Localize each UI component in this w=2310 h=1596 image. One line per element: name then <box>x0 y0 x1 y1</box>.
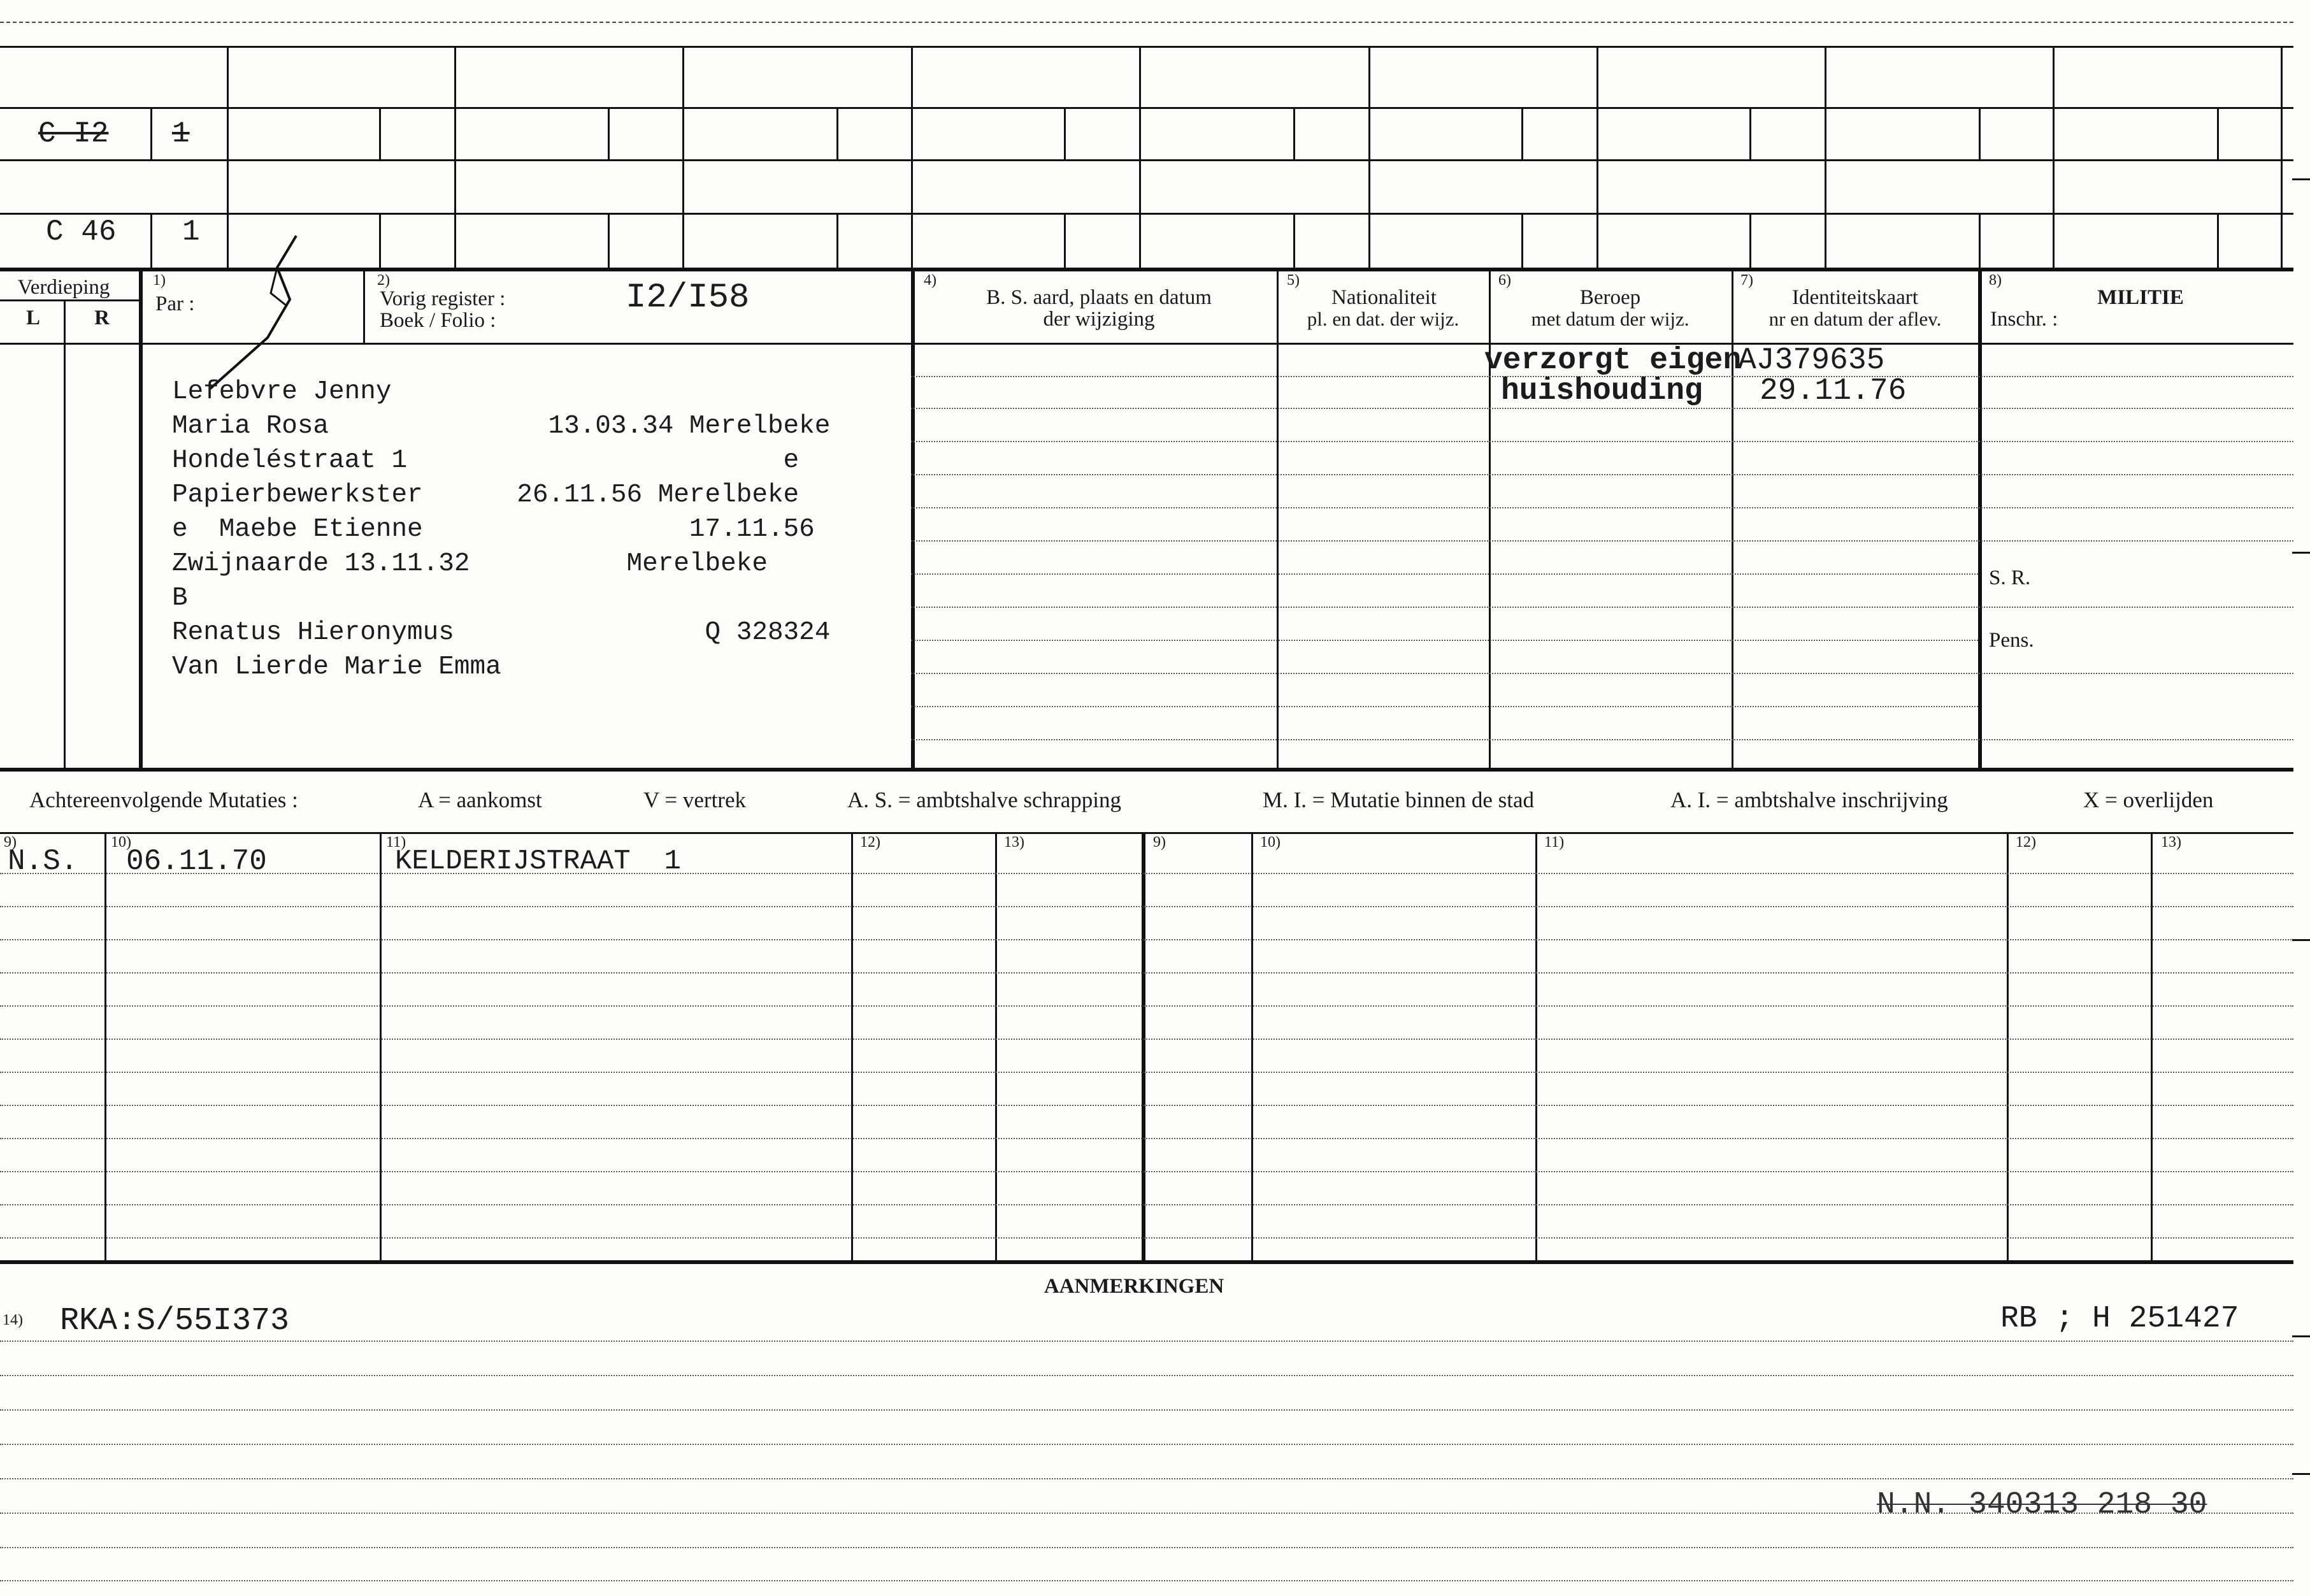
edge-tick <box>2292 939 2310 941</box>
top-grid-col <box>911 46 913 268</box>
body-rule <box>911 540 2293 542</box>
top-edge-line <box>0 22 2293 23</box>
top-grid-line-4 <box>0 213 2293 215</box>
mutaties-top-line <box>0 832 2293 834</box>
mutatie-code: N.S. <box>8 845 78 878</box>
verdieping-header: Verdieping <box>17 276 110 299</box>
verdieping-l-header: L <box>25 306 40 329</box>
body-rule <box>911 673 2293 674</box>
top-grid-subcol <box>150 107 152 159</box>
old-register-code: C I2 <box>38 117 109 150</box>
top-grid-subcol <box>1064 213 1066 268</box>
person-line: Van Lierde Marie Emma <box>172 652 501 682</box>
person-line: B <box>172 584 188 613</box>
top-grid-subcol <box>379 213 381 268</box>
top-grid-col <box>1139 46 1141 268</box>
mut-col-number: 10) <box>111 834 131 851</box>
aanm-rule <box>0 1444 2293 1445</box>
col8-number: 8) <box>1989 272 2002 289</box>
col4-number: 4) <box>924 272 936 289</box>
boek-folio-label: Boek / Folio : <box>380 309 496 332</box>
mut-rule <box>0 906 2293 907</box>
mut-col-number: 9) <box>4 834 17 851</box>
col7-number: 7) <box>1740 272 1753 289</box>
top-grid-subcol <box>1749 107 1751 159</box>
header-bottom-line <box>0 343 2293 345</box>
body-rule <box>911 739 2293 740</box>
top-grid-line-2 <box>0 107 2293 109</box>
top-grid-col <box>1368 46 1370 268</box>
identiteitskaart-date: 29.11.76 <box>1760 374 1907 408</box>
person-line: e Maebe Etienne 17.11.56 <box>172 515 815 544</box>
mutaties-bottom-line <box>0 1260 2293 1264</box>
vorig-register-value: I2/I58 <box>626 278 750 317</box>
aanmerkingen-number: 14) <box>3 1312 23 1328</box>
mutaties-legend-ai: A. I. = ambtshalve inschrijving <box>1670 787 1948 812</box>
bs-header-line2: der wijziging <box>1043 308 1155 331</box>
top-grid-subcol <box>1749 213 1751 268</box>
mutaties-legend-v: V = vertrek <box>643 787 746 812</box>
mut-rule <box>0 1072 2293 1073</box>
mut-rule <box>0 873 2293 874</box>
mutaties-title: Achtereenvolgende Mutaties : <box>29 787 298 812</box>
aanm-rule <box>0 1580 2293 1581</box>
top-grid-col <box>2053 46 2055 268</box>
body-rule <box>911 607 2293 608</box>
aanm-rule <box>0 1341 2293 1342</box>
mut-col-number: 12) <box>2016 834 2036 851</box>
body-rule <box>911 640 1978 641</box>
col1-number: 1) <box>153 272 166 289</box>
col4-divider <box>911 268 915 768</box>
top-grid-col <box>2281 46 2283 268</box>
top-grid-bottom-line <box>0 268 2293 271</box>
aanmerkingen-title: AANMERKINGEN <box>1044 1275 1224 1298</box>
aanm-rule <box>0 1478 2293 1479</box>
mut-rule <box>0 1138 2293 1139</box>
mut-col <box>1251 832 1253 1262</box>
body-rule <box>911 441 2293 442</box>
mut-col-number: 11) <box>1544 834 1565 851</box>
col5-divider <box>1277 268 1279 768</box>
top-grid-subcol <box>1521 107 1523 159</box>
verdieping-lr-divider <box>64 299 66 768</box>
top-grid-col <box>1596 46 1598 268</box>
mut-col-number: 12) <box>860 834 880 851</box>
top-grid-subcol <box>150 213 152 268</box>
person-line: Papierbewerkster 26.11.56 Merelbeke <box>172 480 800 510</box>
mut-rule <box>0 1171 2293 1172</box>
top-grid-subcol <box>1979 107 1981 159</box>
mut-col-center <box>1142 832 1145 1262</box>
edge-tick <box>2292 1335 2310 1337</box>
top-grid-subcol <box>1979 213 1981 268</box>
mut-col <box>2007 832 2009 1262</box>
aanm-rule <box>0 1547 2293 1548</box>
col7-divider <box>1732 268 1733 768</box>
verdieping-r-header: R <box>94 306 110 329</box>
col5-number: 5) <box>1287 272 1300 289</box>
edge-tick <box>2292 552 2310 554</box>
top-grid-line-1 <box>0 46 2293 48</box>
nn-value: N.N. 340313 218 30 <box>1877 1488 2207 1522</box>
mut-col <box>380 832 382 1262</box>
militie-header: MILITIE <box>2097 286 2184 309</box>
top-grid-subcol <box>1293 107 1295 159</box>
mut-rule <box>0 1039 2293 1040</box>
mut-col <box>851 832 853 1262</box>
mut-rule <box>0 1005 2293 1007</box>
person-line: Hondeléstraat 1 e <box>172 446 800 475</box>
aanm-rule <box>0 1375 2293 1376</box>
edge-tick <box>2292 1473 2310 1475</box>
top-grid-subcol <box>2217 213 2219 268</box>
register-code: C 46 <box>46 215 117 248</box>
body-rule <box>911 507 2293 508</box>
top-grid-subcol <box>1521 213 1523 268</box>
vorig-register-label: Vorig register : <box>380 287 506 310</box>
mut-rule <box>0 1237 2293 1239</box>
mutaties-legend-x: X = overlijden <box>2083 787 2214 812</box>
mut-col-number: 13) <box>2161 834 2181 851</box>
person-line: Renatus Hieronymus Q 328324 <box>172 618 831 647</box>
mut-col <box>1535 832 1537 1262</box>
mutatie-date: 06.11.70 <box>126 845 267 878</box>
inschr-label: Inschr. : <box>1990 308 2058 331</box>
top-grid-col <box>682 46 684 268</box>
bs-header-line1: B. S. aard, plaats en datum <box>986 286 1212 309</box>
register-num: 1 <box>182 215 200 248</box>
top-grid-subcol <box>379 107 381 159</box>
top-grid-col <box>454 46 456 268</box>
identiteitskaart-header-line1: Identiteitskaart <box>1792 286 1918 309</box>
top-grid-subcol <box>836 213 838 268</box>
mut-rule <box>0 939 2293 940</box>
rb-value: RB ; H 251427 <box>2000 1302 2239 1336</box>
top-grid-subcol <box>608 107 610 159</box>
top-grid-subcol <box>836 107 838 159</box>
mut-col-number: 10) <box>1260 834 1281 851</box>
mut-col <box>2151 832 2153 1262</box>
body-bottom-line <box>0 768 2293 772</box>
person-details <box>172 375 830 684</box>
beroep-line1: verzorgt eigen <box>1484 343 1742 378</box>
col6-number: 6) <box>1498 272 1511 289</box>
mutatie-address: KELDERIJSTRAAT 1 <box>395 845 681 877</box>
nationaliteit-header-line2: pl. en dat. der wijz. <box>1307 308 1460 330</box>
person-line: Zwijnaarde 13.11.32 Merelbeke <box>172 549 768 579</box>
aanm-rule <box>0 1513 2293 1514</box>
beroep-line2: huishouding <box>1501 374 1703 408</box>
col8-divider <box>1978 268 1982 768</box>
mut-rule <box>0 1204 2293 1205</box>
col2-divider <box>363 268 365 343</box>
rka-value: RKA:S/55I373 <box>60 1303 290 1339</box>
person-line: Lefebvre Jenny <box>172 377 392 406</box>
mut-col <box>104 832 106 1262</box>
body-rule <box>911 573 1978 575</box>
beroep-header-line1: Beroep <box>1579 286 1641 309</box>
top-grid-subcol <box>1064 107 1066 159</box>
identiteitskaart-number: AJ379635 <box>1738 343 1885 378</box>
col2-number: 2) <box>377 272 390 289</box>
verdieping-sub-line <box>0 299 140 301</box>
person-line: Maria Rosa 13.03.34 Merelbeke <box>172 412 831 441</box>
col6-divider <box>1489 268 1491 768</box>
mut-col-number: 11) <box>386 834 406 851</box>
sr-label: S. R. <box>1989 566 2031 589</box>
mut-col-number: 13) <box>1004 834 1024 851</box>
top-grid-line-3 <box>0 159 2293 161</box>
beroep-header-line2: met datum der wijz. <box>1531 308 1689 330</box>
aanm-rule <box>0 1409 2293 1411</box>
body-rule <box>911 474 2293 475</box>
mut-rule <box>0 972 2293 974</box>
mut-col <box>995 832 997 1262</box>
top-grid-subcol <box>2217 107 2219 159</box>
old-register-num: 1 <box>172 117 190 150</box>
par-bracket-mark <box>191 229 319 395</box>
pens-label: Pens. <box>1989 629 2034 652</box>
top-grid-subcol <box>1293 213 1295 268</box>
mutaties-legend-a: A = aankomst <box>418 787 542 812</box>
mut-rule <box>0 1105 2293 1106</box>
par-label: Par : <box>155 292 195 315</box>
identiteitskaart-header-line2: nr en datum der aflev. <box>1768 308 1942 330</box>
nationaliteit-header-line1: Nationaliteit <box>1331 286 1437 309</box>
top-grid-col <box>1825 46 1826 268</box>
body-rule <box>911 706 1978 707</box>
col1-divider <box>139 268 143 768</box>
mutaties-legend-as: A. S. = ambtshalve schrapping <box>847 787 1121 812</box>
mut-col-number: 9) <box>1153 834 1166 851</box>
mutaties-legend-mi: M. I. = Mutatie binnen de stad <box>1263 787 1535 812</box>
top-grid-subcol <box>608 213 610 268</box>
edge-tick <box>2292 178 2310 180</box>
